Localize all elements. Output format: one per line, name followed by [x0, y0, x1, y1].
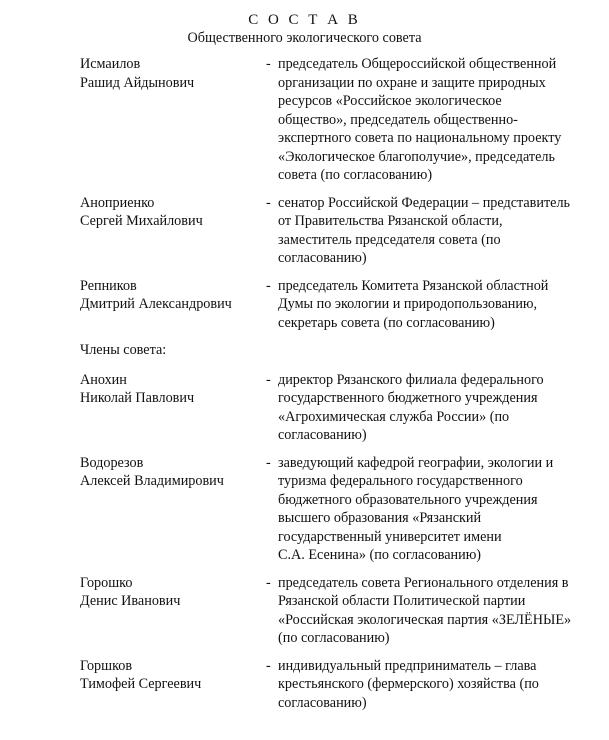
document-title: С О С Т А В	[248, 12, 361, 28]
position-line: Думы по экологии и природопользованию,	[278, 296, 538, 312]
position-line: туризма федерального государственного	[278, 473, 523, 489]
person-entry	[80, 657, 600, 713]
position-line: ресурсов «Российское экологическое	[278, 93, 502, 109]
surname: Аноприенко	[80, 194, 155, 211]
person-name	[80, 657, 266, 713]
leaders-list	[80, 55, 600, 332]
person-name	[80, 55, 266, 185]
position-line: государственного бюджетного учреждения	[278, 390, 538, 406]
surname: Горшков	[80, 657, 133, 674]
person-position	[278, 55, 598, 185]
position-line: «Агрохимическая служба России» (по	[278, 408, 510, 425]
person-position	[278, 657, 598, 713]
person-position	[278, 454, 598, 565]
position-line: совета (по согласованию)	[278, 167, 433, 183]
position-line: сенатор Российской Федерации – представитель	[278, 194, 571, 211]
person-name	[80, 194, 266, 268]
council-list	[80, 55, 600, 721]
document-subtitle: Общественного экологического совета	[187, 30, 422, 46]
surname: Исмаилов	[80, 56, 141, 72]
person-position	[278, 371, 598, 445]
position-line: председатель Комитета Рязанской областной	[278, 277, 549, 294]
position-line: (по согласованию)	[278, 630, 390, 646]
given-name: Рашид Айдынович	[80, 74, 195, 91]
person-entry	[80, 194, 600, 268]
dash-separator: -	[266, 454, 271, 471]
dash-separator: -	[266, 56, 271, 72]
given-name: Денис Иванович	[80, 593, 181, 609]
person-entry	[80, 277, 600, 333]
surname: Репников	[80, 277, 137, 294]
position-line: индивидуальный предприниматель – глава	[278, 657, 537, 674]
position-line: согласованию)	[278, 427, 367, 443]
person-name	[80, 277, 266, 333]
given-name: Алексей Владимирович	[80, 473, 224, 489]
position-line: согласованию)	[278, 250, 367, 266]
person-position	[278, 574, 598, 648]
position-line: крестьянского (фермерского) хозяйства (по	[278, 676, 539, 692]
position-line: бюджетного образовательного учреждения	[278, 491, 538, 508]
position-line: С.А. Есенина» (по согласованию)	[278, 547, 482, 563]
given-name: Дмитрий Александрович	[80, 296, 232, 312]
surname: Водорезов	[80, 454, 144, 471]
person-entry	[80, 574, 600, 648]
person-name	[80, 371, 266, 445]
dash-separator: -	[266, 194, 271, 211]
position-line: общество», председатель общественно-	[278, 111, 518, 128]
given-name: Тимофей Сергеевич	[80, 676, 202, 692]
person-name	[80, 574, 266, 648]
dash-separator: -	[266, 657, 271, 674]
person-entry	[80, 454, 600, 565]
position-line: Рязанской области Политической партии	[278, 593, 526, 609]
person-name	[80, 454, 266, 565]
person-entry	[80, 55, 600, 185]
given-name: Сергей Михайлович	[80, 213, 203, 229]
members-heading: Члены совета:	[80, 342, 167, 358]
position-line: председатель совета Регионального отделения в	[278, 574, 569, 591]
surname: Анохин	[80, 371, 127, 388]
dash-separator: -	[266, 574, 271, 591]
position-line: заведующий кафедрой географии, экологии и	[278, 454, 554, 471]
surname: Горошко	[80, 574, 133, 591]
position-line: организации по охране и защите природных	[278, 74, 546, 91]
position-line: высшего образования «Рязанский	[278, 510, 482, 526]
position-line: экспертного совета по национальному проекту	[278, 130, 562, 146]
position-line: от Правительства Рязанской области,	[278, 213, 503, 229]
position-line: государственный университет имени	[278, 528, 502, 545]
position-line: согласованию)	[278, 694, 367, 711]
position-line: «Экологическое благополучие», председатель	[278, 148, 555, 165]
dash-separator: -	[266, 277, 271, 294]
person-position	[278, 277, 598, 333]
person-position	[278, 194, 598, 268]
dash-separator: -	[266, 371, 271, 388]
members-list	[80, 371, 600, 713]
position-line: «Российская экологическая партия «ЗЕЛЁНЫЕ»	[278, 611, 572, 628]
position-line: директор Рязанского филиала федерального	[278, 371, 544, 388]
given-name: Николай Павлович	[80, 390, 195, 406]
position-line: заместитель председателя совета (по	[278, 231, 501, 248]
person-entry	[80, 371, 600, 445]
position-line: секретарь совета (по согласованию)	[278, 314, 495, 331]
position-line: председатель Общероссийской общественной	[278, 56, 557, 72]
